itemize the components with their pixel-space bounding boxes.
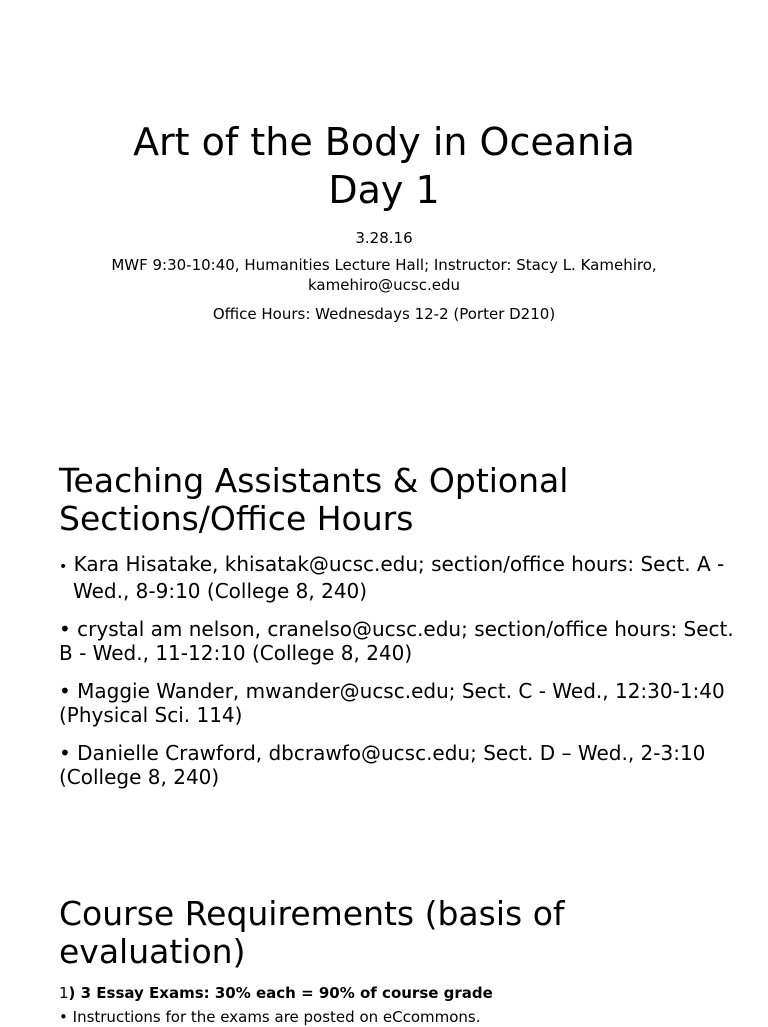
ta-item xyxy=(59,741,749,789)
ta-item xyxy=(59,552,749,603)
office-hours: Office Hours: Wednesdays 12-2 (Porter D210) xyxy=(212,305,556,323)
note-text: Instructions for the exams are posted on eCcommons. xyxy=(72,1008,481,1026)
bullet: • xyxy=(59,1008,68,1026)
schedule-info: MWF 9:30-10:40, Humanities Lecture Hall; Instructor: Stacy L. Kamehiro, kamehiro@ucsc.edu xyxy=(111,256,657,294)
bullet: • xyxy=(59,617,71,641)
ta-heading xyxy=(59,462,739,538)
ta-item-text: crystal am nelson, cranelso@ucsc.edu; section/office hours: Sect. B - Wed., 11-12:10 (College 8, 240) xyxy=(59,617,734,665)
slide-title xyxy=(0,118,768,214)
requirements-heading-line-1: Course Requirements (basis of xyxy=(59,894,565,933)
requirement-text: ) 3 Essay Exams: 30% each = 90% of course grade xyxy=(68,984,493,1002)
ta-item-text: Maggie Wander, mwander@ucsc.edu; Sect. C - Wed., 12:30-1:40 (Physical Sci. 114) xyxy=(59,679,725,727)
requirement-note xyxy=(59,1008,481,1027)
ta-item xyxy=(59,679,749,727)
requirement-1 xyxy=(59,984,493,1003)
requirements-heading-line-2: evaluation) xyxy=(59,932,246,971)
title-slide xyxy=(0,118,768,324)
bullet: • xyxy=(59,559,68,575)
title-line-1: Art of the Body in Oceania xyxy=(133,120,635,164)
lecture-date: 3.28.16 xyxy=(355,229,413,247)
ta-item-text: Kara Hisatake, khisatak@ucsc.edu; section/office hours: Sect. A - Wed., 8-9:10 (College 8, 240) xyxy=(73,552,725,603)
ta-heading-line-1: Teaching Assistants & Optional xyxy=(59,461,569,500)
bullet: • xyxy=(59,741,71,765)
requirements-heading xyxy=(59,895,739,971)
requirement-number: 1 xyxy=(59,984,69,1002)
ta-heading-line-2: Sections/Office Hours xyxy=(59,499,414,538)
ta-item-text: Danielle Crawford, dbcrawfo@ucsc.edu; Sect. D – Wed., 2-3:10 (College 8, 240) xyxy=(59,741,706,789)
title-line-2: Day 1 xyxy=(328,168,440,212)
ta-item xyxy=(59,617,749,665)
bullet: • xyxy=(59,679,71,703)
ta-list xyxy=(59,552,749,803)
